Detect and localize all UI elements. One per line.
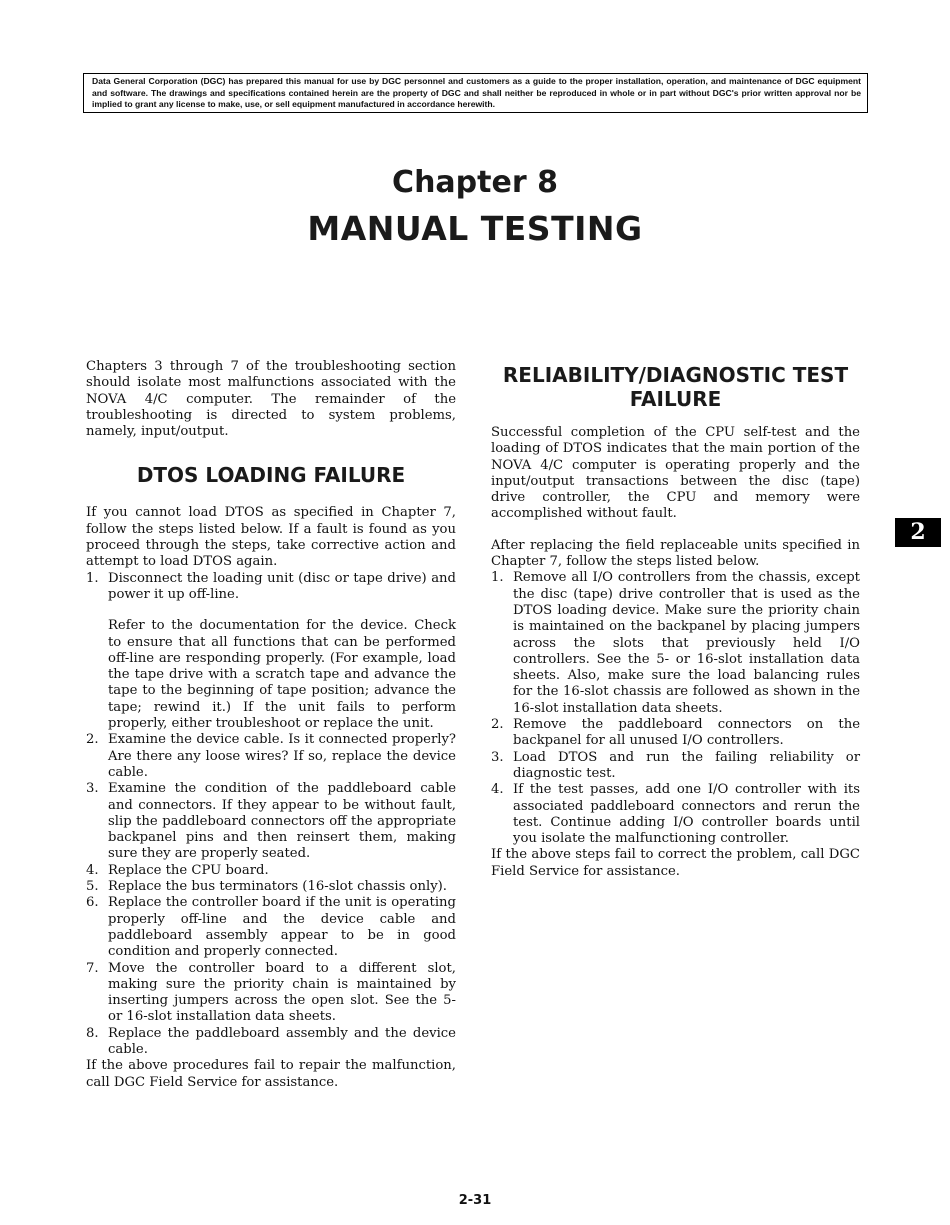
list-item: 3. Load DTOS and run the failing reliability or diagnostic test. <box>491 749 860 781</box>
list-item: 2. Examine the device cable. Is it connected properly? Are there any loose wires? If so, replace the device cable. <box>86 732 456 780</box>
step-1-detail: Refer to the documentation for the device. Check to ensure that all functions that can be performed off-line are responding properly. (For example, load the tape drive with a scratch tape and advance the tape to the beginning of tape position; advance the tape; rewind it.) If the unit fails to perform properly, either troubleshoot or replace the unit. <box>108 618 456 732</box>
chapter-number: Chapter 8 <box>392 165 558 200</box>
reliability-paragraph-2: After replacing the field replaceable units specified in Chapter 7, follow the steps listed below. <box>491 537 860 570</box>
reliability-paragraph-1: Successful completion of the CPU self-test and the loading of DTOS indicates that the main portion of the NOVA 4/C computer is operating properly and the input/output transactions between the disc (tape) drive controller, the CPU and memory were accomplished without fault. <box>491 425 860 522</box>
page-number: 2-31 <box>458 1193 492 1208</box>
list-item: 5. Replace the bus terminators (16-slot chassis only). <box>86 879 447 895</box>
reliability-steps-list <box>491 570 860 847</box>
dtos-intro-paragraph: If you cannot load DTOS as specified in Chapter 7, follow the steps listed below. If a fault is found as you proceed through the steps, take corrective action and attempt to load DTOS again. <box>86 505 456 570</box>
chapter-title: MANUAL TESTING <box>307 209 643 248</box>
list-item: 6. Replace the controller board if the unit is operating properly off-line and the device cable and paddleboard assembly appear to be in good condition and properly connected. <box>86 895 456 960</box>
dtos-loading-failure-heading: DTOS LOADING FAILURE <box>136 463 406 488</box>
list-item: 1. Disconnect the loading unit (disc or tape drive) and power it up off-line. Refer to the documentation for the device. Check to ensure that all functions that can be performed off-line are responding properly. (For example, load the tape drive with a scratch tape and advance the tape to the beginning of tape position; advance the tape; rewind it.) If the unit fails to perform properly, either troubleshoot or replace the unit. <box>86 570 456 732</box>
list-item: 4. Replace the CPU board. <box>86 862 269 878</box>
list-item: 7. Move the controller board to a different slot, making sure the priority chain is maintained by inserting jumpers across the open slot. See the 5- or 16-slot installation data sheets. <box>86 960 456 1025</box>
closing-paragraph: If the above procedures fail to repair the malfunction, call DGC Field Service for assistance. <box>86 1058 456 1090</box>
list-item: 3. Examine the condition of the paddleboard cable and connectors. If they appear to be without fault, slip the paddleboard connectors off the appropriate backpanel pins and then reinsert them, making sure they are properly seated. <box>86 781 456 862</box>
intro-paragraph: Chapters 3 through 7 of the troubleshooting section should isolate most malfunctions associated with the NOVA 4/C computer. The remainder of the troubleshooting is directed to system problems, namely, input/output. <box>86 359 456 440</box>
list-item: 8. Replace the paddleboard assembly and the device cable. <box>86 1025 456 1057</box>
list-item: 2. Remove the paddleboard connectors on the backpanel for all unused I/O controllers. <box>491 717 860 749</box>
list-item: 1. Remove all I/O controllers from the chassis, except the disc (tape) drive controller that is used as the DTOS loading device. Make sure the priority chain is maintained on the backpanel by placing jumpers across the slots that previously held I/O controllers. See the 5- or 16-slot installation data sheets. Also, make sure the load balancing rules for the 16-slot chassis are followed as shown in the 16-slot installation data sheets. <box>491 570 860 716</box>
section-tab: 2 <box>895 518 941 547</box>
copyright-notice: Data General Corporation (DGC) has prepared this manual for use by DGC personnel and customers as a guide to the proper installation, operation, and maintenance of DGC equipment and software. The drawings and specifications contained herein are the property of DGC and shall neither be reproduced in whole or in part without DGC's prior written approval nor be implied to grant any license to make, use, or sell equipment manufactured in accordance herewith. <box>83 73 868 113</box>
closing-paragraph: If the above steps fail to correct the problem, call DGC Field Service for assistance. <box>491 847 860 879</box>
left-column <box>86 359 456 1091</box>
right-column <box>491 359 860 880</box>
list-item: 4. If the test passes, add one I/O controller with its associated paddleboard connectors and rerun the test. Continue adding I/O controller boards until you isolate the malfunctioning controller. <box>491 782 860 847</box>
dtos-steps-list <box>86 571 456 1059</box>
reliability-diagnostic-heading: RELIABILITY/DIAGNOSTIC TEST FAILURE <box>502 363 849 411</box>
